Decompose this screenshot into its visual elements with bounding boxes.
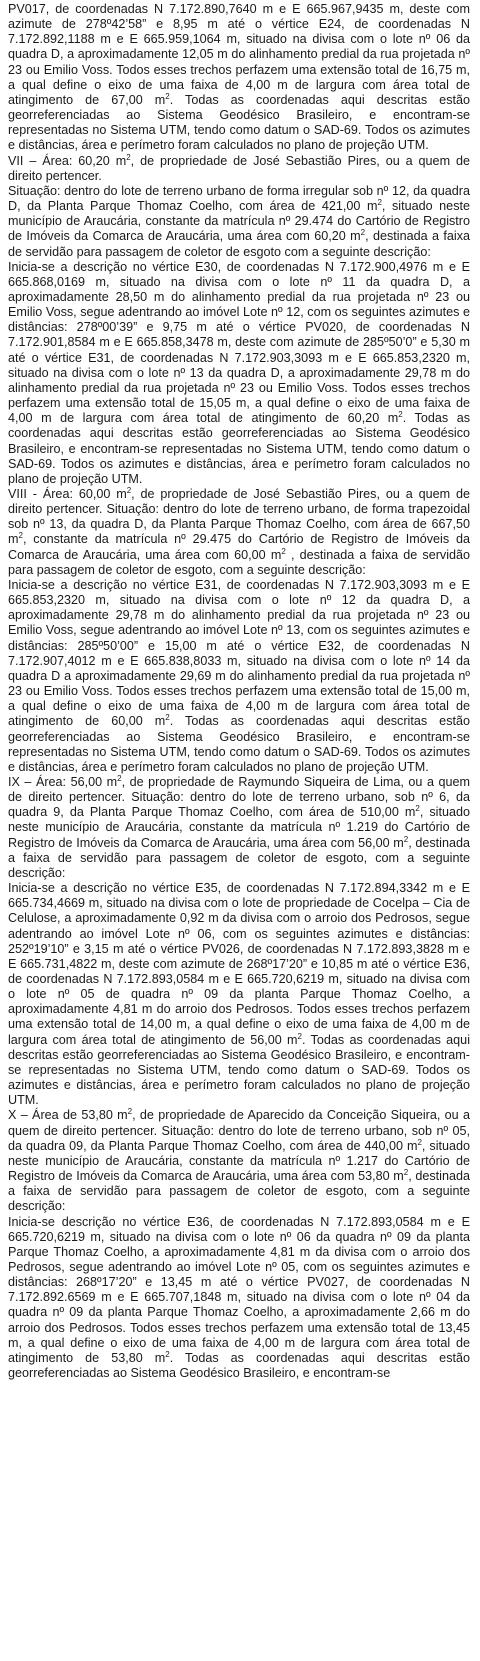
text-run: , de propriedade de José Sebastião Pires, ou a quem de direito pertencer. Situação: dentro do lote de terreno urbano, de forma trapezoidal sob nº 13, da quadra D, da Planta Parque Thomaz Coelho, com área de 667,50 m — [8, 487, 470, 547]
text-run: , destinada a faixa de servidão para passagem de coletor de esgoto, com a seguinte descrição: — [8, 1169, 470, 1214]
text-run: , situado neste município de Araucária, constante da matrícula nº 1.217 do Cartório de Registro de Imóveis da Comarca de Araucária, uma área com 53,80 m — [8, 1138, 471, 1184]
text-run: X – Área de 53,80 m — [8, 1108, 128, 1123]
superscript: 2 — [403, 834, 409, 844]
text-run: , destinada a faixa de servidão para passagem de coletor de esgoto, com a seguinte descrição: — [8, 547, 471, 577]
text-run: Inicia-se a descrição no vértice E30, de coordenadas N 7.172.900,4976 m e E 665.868,0169 m, situado na divisa com o lote nº 11 da quadra D, a aproximadamente 28,50 m do alinhamento predial da rua projetada nº 23 ou Emilio Voss, segue adentrando ao imóvel Lote nº 12, com os seguintes azimutes e distâncias: 278º00’39” e 9,75 m até o vértice PV020, de coordenadas N 7.172.901,8584 m e E 665.858,3478 m, deste com azimute de 285º50’0” e 5,30 m até o vértice E31, de coordenadas N 7.172.903,3093 m e E 665.853,2320 m, situado na divisa com o lote nº 13 da quadra D, a aproximadamente 29,78 m do alinhamento predial da rua projetada nº 23 ou Emilio Voss. Todos esses trechos perfazem uma extensão total de 15,05 m, a qual define o eixo de uma faixa de 4,00 m de largura com área total de atingimento de 60,20 m — [8, 259, 470, 426]
text-run: , situado neste município de Araucária, constante da matrícula nº 29.474 do Cartório de Registro de Imóveis da Comarca de Araucária, uma área com 60,20 m — [8, 199, 470, 244]
superscript: 2 — [281, 546, 286, 556]
text-run: Situação: dentro do lote de terreno urbano de forma irregular sob nº 12, da quadra D, da Planta Parque Thomaz Coelho, com área de 421,00 m — [8, 183, 470, 214]
text-run: . Todas as coordenadas aqui descritas estão georreferenciadas ao Sistema Geodésico Brasileiro, e encontram-se representadas no Sistema UTM, tendo como datum o SAD-69. Todos os azimutes e distâncias, área e perímetro foram calculados no plano de projeção UTM. — [8, 92, 470, 153]
text-run: . Todas as coordenadas aqui descritas estão georreferenciadas ao Sistema Geodésico Brasileiro, e encontram-se — [8, 1350, 470, 1381]
superscript: 2 — [415, 804, 420, 814]
paragraph — [8, 154, 470, 184]
paragraph — [8, 881, 470, 1108]
superscript: 2 — [126, 486, 132, 495]
superscript: 2 — [127, 1107, 133, 1117]
text-run: . Todas as coordenadas aqui descritas estão georreferenciadas ao Sistema Geodésico Brasileiro, e encontram-se representadas no Sistema UTM, tendo como datum o SAD-69. Todos os azimutes e distâncias, área e perímetro foram calculados no plano de projeção UTM. — [8, 714, 470, 774]
superscript: 2 — [126, 152, 131, 162]
text-run: VIII - Área: 60,00 m — [8, 487, 127, 501]
text-run: . Todas as coordenadas aqui descritas estão georreferenciadas ao Sistema Geodésico Brasileiro, e encontram-se representadas no Sistema UTM, tendo como datum o SAD-69. Todos os azimutes e distâncias, área e perímetro foram calculados no plano de projeção UTM. — [8, 1032, 470, 1108]
text-run: Inicia-se a descrição no vértice E31, de coordenadas N 7.172.903,3093 m e E 665.853,2320 m, situado na divisa com o lote nº 12 da quadra D, a aproximadamente 29,78 m do alinhamento predial da rua projetada nº 23 ou Emilio Voss, segue adentrando ao imóvel Lote nº 13, com os seguintes azimutes e distâncias: 285º50’00” e 15,00 m até o vértice E32, de coordenadas N 7.172.907,4012 m e E 665.838,8033 m, situado na divisa com o lote nº 14 da quadra D a aproximadamente 29,69 m do alinhamento predial da rua projetada nº 23 ou Emilio Voss. Todos esses trechos perfazem uma extensão total de 15,00 m, a qual define o eixo de uma faixa de 4,00 m de largura com área total de atingimento de 60,00 m — [8, 577, 470, 729]
text-run: Inicia-se a descrição no vértice E35, de coordenadas N 7.172.894,3342 m e E 665.734,4669 m, situado na divisa com o lote de propriedade de Cocelpa – Cia de Celulose, a aproximadamente 0,92 m da divisa com o arroio dos Pedrosos, segue adentrando ao imóvel Lote nº 06, com os seguintes azimutes e distâncias: 252º19’10” e 3,15 m até o vértice PV026, de coordenadas N 7.172.893,3828 m e E 665.731,4822 m, deste com azimute de 268º17’20” e 10,85 m até o vértice E36, de coordenadas N 7.172.893,0584 m e E 665.720,6219 m, situado na divisa com o lote nº 05 de quadra nº 09 da planta Parque Thomaz Coelho, a aproximadamente 4,81 m do arroio dos Pedrosos. Todos esses trechos perfazem uma extensão total de 14,00 m, a qual define o eixo de uma faixa de 4,00 m de largura com área total de atingimento de 56,00 m — [8, 881, 470, 1047]
text-run: , destinada a faixa de servidão para passagem de coletor de esgoto com a seguinte descrição: — [8, 229, 470, 259]
paragraph — [8, 2, 470, 154]
text-run: IX – Área: 56,00 m — [8, 774, 118, 789]
text-run: , de propriedade de Aparecido da Conceição Siqueira, ou a quem de direito pertencer. Situação: dentro do lote de terreno urbano, sob nº 05, da quadra 09, da Planta Parque Thomaz Coelho, com área de 440,00 m — [8, 1108, 471, 1153]
paragraph — [8, 184, 470, 260]
superscript: 2 — [165, 91, 170, 101]
paragraph — [8, 775, 470, 881]
superscript: 2 — [360, 228, 366, 238]
text-run: . Todas as coordenadas aqui descritas estão georreferenciadas ao Sistema Geodésico Brasileiro, e encontram-se representadas no Sistema UTM, tendo como datum o SAD-69. Todos os azimutes e distâncias, área e perímetro foram calculados no plano de projeção UTM. — [8, 411, 470, 486]
text-run: , de propriedade de Raymundo Siqueira de Lima, ou a quem de direito pertencer. Situação: dentro do lote de terreno urbano, sob nº 6, da quadra 9, da Planta Parque Thomaz Coelho, com área de 510,00 m — [8, 774, 470, 820]
superscript: 2 — [165, 713, 170, 723]
paragraph — [8, 260, 470, 487]
paragraph — [8, 578, 470, 775]
text-run: , constante da matrícula nº 29.475 do Cartório de Registro de Imóveis da Comarca de Araucária, uma área com 60,00 m — [8, 532, 470, 562]
paragraph — [8, 1215, 470, 1382]
superscript: 2 — [18, 531, 23, 541]
superscript: 2 — [417, 1137, 422, 1147]
text-run: , de propriedade de José Sebastião Pires, ou a quem de direito pertencer. — [8, 153, 470, 183]
superscript: 2 — [165, 1349, 170, 1359]
superscript: 2 — [398, 410, 403, 420]
text-run: VII – Área: 60,20 m — [8, 153, 127, 168]
text-run: PV017, de coordenadas N 7.172.890,7640 m e E 665.967,9435 m, deste com azimute de 278º42’58” e 8,95 m até o vértice E24, de coordenadas N 7.172.892,1188 m e E 665.959,1064 m, situado na divisa com o lote nº 06 da quadra D, a aproximadamente 12,05 m do alinhamento predial da rua projetada nº 23 ou Emilio Voss. Todos esses trechos perfazem uma extensão total de 16,75 m, a qual define o eixo de uma faixa de 4,00 m de largura com área total de atingimento de 67,00 m — [8, 2, 470, 107]
text-run: , destinada a faixa de servidão para passagem de coletor de esgoto, com a seguinte descrição: — [8, 835, 470, 880]
superscript: 2 — [297, 1031, 302, 1041]
text-run: , situado neste município de Araucária, constante da matrícula nº 1.219 do Cartório de Registro de Imóveis da Comarca de Araucária, uma área com 56,00 m — [8, 805, 470, 850]
superscript: 2 — [403, 1168, 409, 1178]
superscript: 2 — [117, 773, 122, 783]
paragraph — [8, 1108, 470, 1214]
paragraph — [8, 487, 470, 578]
text-run: Inicia-se descrição no vértice E36, de coordenadas N 7.172.893,0584 m e E 665.720,6219 m, situado na divisa com o lote nº 06 da quadra nº 09 da planta Parque Thomaz Coelho, a aproximadamente 4,81 m da divisa com o arroio dos Pedrosos, segue adentrando ao imóvel Lote nº 05, com os seguintes azimutes e distâncias: 268º17’20” e 13,45 m até o vértice PV027, de coordenadas N 7.172.892.6569 m e E 665.707,1848 m, situado na divisa com o lote nº 04 da quadra nº 09 da planta Parque Thomaz Coelho, a aproximadamente 2,66 m do arroio dos Pedrosos. Todos esses trechos perfazem uma extensão total de 13,45 m, a qual define o eixo de uma faixa de 4,00 m de largura com área total de atingimento de 53,80 m — [8, 1214, 470, 1365]
superscript: 2 — [377, 198, 382, 208]
